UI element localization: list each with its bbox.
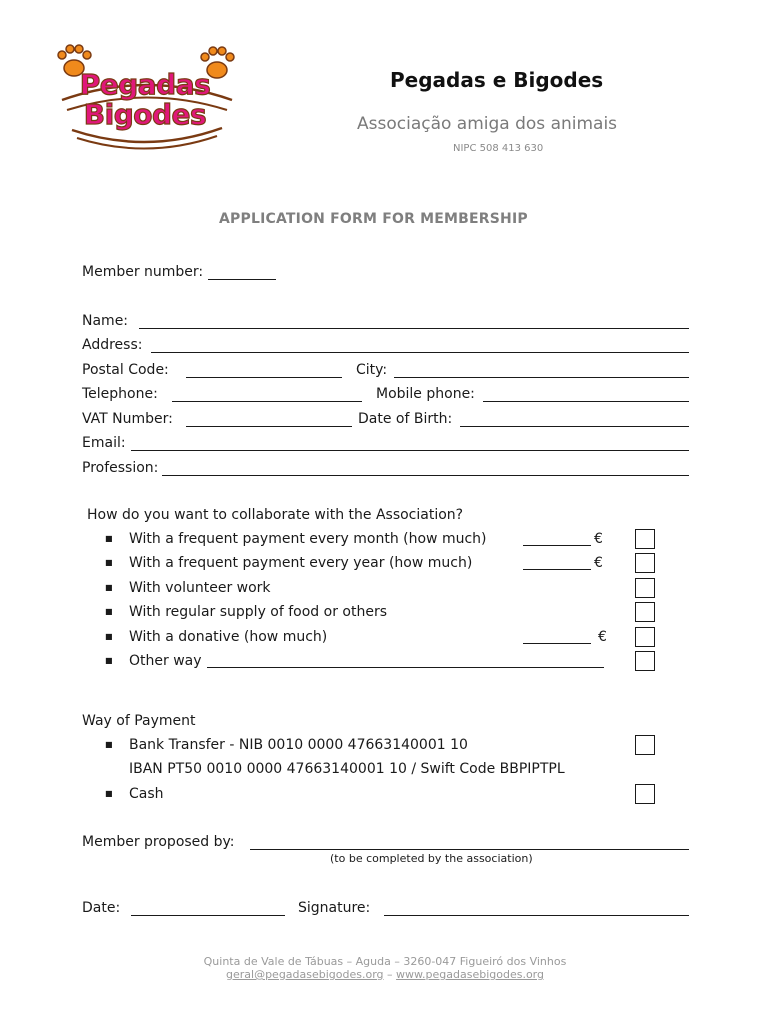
option-yearly-amount-line[interactable] xyxy=(523,569,591,570)
vat-number-line[interactable] xyxy=(186,426,352,427)
mobile-phone-label: Mobile phone: xyxy=(376,386,475,402)
option-donative-euro: € xyxy=(598,629,607,645)
vat-number-label: VAT Number: xyxy=(82,411,173,427)
proposed-by-note: (to be completed by the association) xyxy=(330,852,533,865)
option-supply-checkbox[interactable] xyxy=(635,602,655,622)
profession-line[interactable] xyxy=(162,475,689,476)
option-other-checkbox[interactable] xyxy=(635,651,655,671)
email-label: Email: xyxy=(82,435,126,451)
option-yearly-label: With a frequent payment every year (how much) xyxy=(129,555,473,571)
option-volunteer-checkbox[interactable] xyxy=(635,578,655,598)
option-yearly-euro: € xyxy=(594,555,603,571)
date-line[interactable] xyxy=(131,915,285,916)
bank-transfer-label: Bank Transfer - NIB 0010 0000 47663140001 10 xyxy=(129,737,468,753)
address-line[interactable] xyxy=(151,352,689,353)
profession-label: Profession: xyxy=(82,460,159,476)
cash-checkbox[interactable] xyxy=(635,784,655,804)
bullet-icon: ■ xyxy=(105,558,113,567)
footer-separator: – xyxy=(383,968,397,981)
bullet-icon: ■ xyxy=(105,632,113,641)
bullet-icon: ■ xyxy=(105,740,113,749)
footer-website-link[interactable]: www.pegadasebigodes.org xyxy=(396,968,544,981)
option-monthly-checkbox[interactable] xyxy=(635,529,655,549)
postal-code-line[interactable] xyxy=(186,377,342,378)
mobile-phone-line[interactable] xyxy=(483,401,689,402)
date-label: Date: xyxy=(82,900,121,916)
bullet-icon: ■ xyxy=(105,534,113,543)
option-yearly-checkbox[interactable] xyxy=(635,553,655,573)
bullet-icon: ■ xyxy=(105,789,113,798)
member-number-line[interactable] xyxy=(208,279,276,280)
city-label: City: xyxy=(356,362,388,378)
footer-email-link[interactable]: geral@pegadasebigodes.org xyxy=(226,968,384,981)
bullet-icon: ■ xyxy=(105,656,113,665)
signature-line[interactable] xyxy=(384,915,689,916)
name-label: Name: xyxy=(82,313,129,329)
name-line[interactable] xyxy=(139,328,689,329)
option-donative-label: With a donative (how much) xyxy=(129,629,328,645)
option-donative-amount-line[interactable] xyxy=(523,643,591,644)
iban-text: IBAN PT50 0010 0000 47663140001 10 / Swift Code BBPIPTPL xyxy=(129,761,565,777)
bullet-icon: ■ xyxy=(105,583,113,592)
footer-contacts xyxy=(0,968,770,981)
date-of-birth-line[interactable] xyxy=(460,426,689,427)
proposed-by-label: Member proposed by: xyxy=(82,834,235,850)
proposed-by-line[interactable] xyxy=(250,849,689,850)
logo xyxy=(52,40,242,150)
option-other-label: Other way xyxy=(129,653,202,669)
option-other-line[interactable] xyxy=(207,667,604,668)
tagline: Associação amiga dos animais xyxy=(357,114,618,134)
collaboration-question: How do you want to collaborate with the Association? xyxy=(87,507,464,523)
telephone-line[interactable] xyxy=(172,401,362,402)
signature-label: Signature: xyxy=(298,900,371,916)
telephone-label: Telephone: xyxy=(82,386,158,402)
org-name: Pegadas e Bigodes xyxy=(390,68,604,92)
member-number-label: Member number: xyxy=(82,264,204,280)
postal-code-label: Postal Code: xyxy=(82,362,169,378)
bullet-icon: ■ xyxy=(105,607,113,616)
email-line[interactable] xyxy=(131,450,689,451)
city-line[interactable] xyxy=(394,377,689,378)
bank-transfer-checkbox[interactable] xyxy=(635,735,655,755)
address-label: Address: xyxy=(82,337,143,353)
cash-label: Cash xyxy=(129,786,164,802)
option-monthly-euro: € xyxy=(594,531,603,547)
option-supply-label: With regular supply of food or others xyxy=(129,604,388,620)
logo-text: Pegadas Bigodes xyxy=(79,68,211,131)
option-monthly-amount-line[interactable] xyxy=(523,545,591,546)
payment-title: Way of Payment xyxy=(82,713,196,729)
form-title: APPLICATION FORM FOR MEMBERSHIP xyxy=(219,211,528,227)
date-of-birth-label: Date of Birth: xyxy=(358,411,453,427)
option-monthly-label: With a frequent payment every month (how much) xyxy=(129,531,487,547)
nipc-number: NIPC 508 413 630 xyxy=(453,143,544,154)
footer-address: Quinta de Vale de Tábuas – Aguda – 3260-047 Figueiró dos Vinhos xyxy=(203,955,567,968)
option-volunteer-label: With volunteer work xyxy=(129,580,271,596)
option-donative-checkbox[interactable] xyxy=(635,627,655,647)
